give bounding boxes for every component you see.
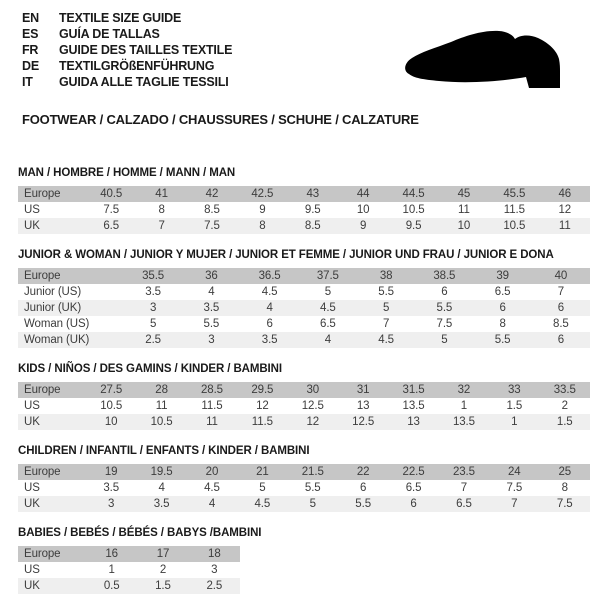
size-cell: 6 [410, 498, 417, 510]
size-cell: 11.5 [503, 204, 525, 216]
size-cell: 8.5 [553, 318, 569, 330]
row-label: UK [24, 580, 40, 592]
size-cell: 40.5 [100, 188, 123, 200]
section-title: JUNIOR & WOMAN / JUNIOR Y MUJER / JUNIOR ET FEMME / JUNIOR UND FRAU / JUNIOR E DONA [18, 249, 554, 261]
size-section-kids [18, 362, 590, 430]
size-cell: 2 [159, 564, 167, 576]
size-cell: 5 [382, 302, 390, 314]
size-cell: 46 [558, 188, 572, 200]
size-cell: 42 [205, 188, 219, 200]
size-cell: 5.5 [304, 482, 321, 494]
language-label: TEXTILGRÖßENFÜHRUNG [59, 59, 215, 73]
size-cell: 23.5 [452, 466, 475, 478]
size-cell: 4.5 [254, 498, 271, 510]
language-label: GUÍA DE TALLAS [59, 27, 160, 41]
size-tables [18, 166, 590, 600]
size-cell: 5 [259, 482, 266, 494]
table-row [18, 316, 590, 332]
size-cell: 7 [382, 318, 390, 330]
size-cell: 3.5 [145, 286, 161, 298]
size-cell: 35.5 [142, 270, 165, 282]
size-cell: 4 [158, 482, 165, 494]
size-cell: 40 [554, 270, 568, 282]
size-cell: 22.5 [402, 466, 425, 478]
size-cell: 12 [256, 400, 269, 412]
table-row [18, 186, 590, 202]
size-table-babies [18, 546, 240, 594]
size-cell: 33 [508, 384, 521, 396]
size-cell: 10 [457, 220, 471, 232]
size-cell: 10 [356, 204, 370, 216]
table-row [18, 464, 590, 480]
size-cell: 36 [205, 270, 218, 282]
size-cell: 6.5 [405, 482, 422, 494]
row-label: US [24, 482, 40, 494]
size-cell: 32 [457, 384, 471, 396]
size-cell: 11.5 [201, 400, 223, 412]
row-label: Woman (US) [24, 318, 90, 330]
table-row [18, 332, 590, 348]
language-code: EN [22, 11, 39, 25]
size-cell: 5.5 [203, 318, 220, 330]
size-cell: 31.5 [402, 384, 425, 396]
size-cell: 2.5 [145, 334, 161, 346]
table-row [18, 496, 590, 512]
table-row [18, 398, 590, 414]
table-row [18, 202, 590, 218]
table-row [18, 284, 590, 300]
table-row [18, 268, 590, 284]
language-row-de [22, 58, 232, 74]
language-label: GUIDE DES TAILLES TEXTILE [59, 43, 233, 57]
size-cell: 18 [208, 548, 221, 560]
row-label: Junior (US) [24, 286, 82, 298]
size-table-man [18, 186, 590, 234]
size-cell: 12.5 [352, 416, 375, 428]
size-section-babies [18, 526, 590, 594]
shoe-icon [399, 28, 577, 98]
size-cell: 1.5 [155, 580, 171, 592]
row-label: US [24, 204, 40, 216]
size-cell: 25 [558, 466, 572, 478]
size-cell: 20 [205, 466, 219, 478]
row-label: US [24, 564, 40, 576]
size-cell: 5 [149, 318, 157, 330]
language-row-fr [22, 42, 232, 58]
size-cell: 21 [256, 466, 269, 478]
language-list [22, 10, 232, 90]
size-cell: 10.5 [100, 400, 123, 412]
size-cell: 4 [324, 334, 332, 346]
size-cell: 6.5 [103, 220, 120, 232]
size-cell: 21.5 [301, 466, 324, 478]
size-cell: 4 [266, 302, 273, 314]
size-cell: 3.5 [103, 482, 120, 494]
section-title: KIDS / NIÑOS / DES GAMINS / KINDER / BAMBINI [18, 363, 282, 375]
size-cell: 6 [266, 318, 273, 330]
size-cell: 42.5 [251, 188, 274, 200]
size-cell: 11 [458, 204, 470, 216]
table-row [18, 546, 240, 562]
language-row-es [22, 26, 232, 42]
size-section-man [18, 166, 590, 234]
size-cell: 12.5 [301, 400, 324, 412]
size-cell: 1.5 [556, 416, 573, 428]
size-cell: 7.5 [204, 220, 220, 232]
size-cell: 33.5 [553, 384, 576, 396]
size-cell: 39 [496, 270, 509, 282]
size-cell: 6 [499, 302, 506, 314]
size-cell: 9 [259, 204, 266, 216]
size-cell: 5 [441, 334, 448, 346]
size-table-junior-woman [18, 268, 590, 348]
language-code: ES [22, 27, 39, 41]
size-cell: 29.5 [251, 384, 274, 396]
size-cell: 13 [356, 400, 370, 412]
size-cell: 11.5 [251, 416, 273, 428]
size-cell: 13.5 [402, 400, 425, 412]
table-row [18, 300, 590, 316]
size-cell: 9.5 [304, 204, 321, 216]
table-row [18, 414, 590, 430]
size-cell: 11 [155, 400, 168, 412]
size-cell: 13 [407, 416, 420, 428]
size-cell: 3.5 [261, 334, 278, 346]
row-label: Woman (UK) [24, 334, 90, 346]
table-row [18, 480, 590, 496]
size-cell: 7.5 [506, 482, 523, 494]
row-label: Europe [24, 548, 61, 560]
row-label: Junior (UK) [24, 302, 82, 314]
language-label: GUIDA ALLE TAGLIE TESSILI [59, 75, 229, 89]
table-row [18, 218, 590, 234]
size-cell: 6 [557, 302, 565, 314]
size-cell: 8 [499, 318, 506, 330]
size-cell: 7 [557, 286, 565, 298]
row-label: UK [24, 416, 40, 428]
table-row [18, 578, 240, 594]
size-cell: 6.5 [456, 498, 472, 510]
language-label: TEXTILE SIZE GUIDE [59, 11, 182, 25]
size-cell: 6 [441, 286, 448, 298]
size-cell: 1.5 [506, 400, 523, 412]
row-label: US [24, 400, 40, 412]
size-cell: 41 [155, 188, 168, 200]
size-cell: 28 [155, 384, 168, 396]
table-row [18, 382, 590, 398]
size-cell: 0.5 [103, 580, 120, 592]
size-cell: 9 [360, 220, 367, 232]
row-label: Europe [24, 384, 61, 396]
size-cell: 27.5 [100, 384, 123, 396]
language-row-en [22, 10, 232, 26]
size-cell: 4.5 [378, 334, 394, 346]
size-cell: 10.5 [402, 204, 425, 216]
section-title: BABIES / BEBÉS / BÉBÉS / BABYS /BAMBINI [18, 527, 262, 539]
size-cell: 44 [356, 188, 370, 200]
size-cell: 45 [457, 188, 471, 200]
size-cell: 3.5 [153, 498, 170, 510]
size-cell: 4 [208, 498, 216, 510]
size-cell: 31 [356, 384, 370, 396]
size-table-children [18, 464, 590, 512]
size-cell: 1 [108, 564, 115, 576]
size-cell: 5.5 [355, 498, 371, 510]
size-cell: 8 [259, 220, 266, 232]
size-cell: 4.5 [320, 302, 336, 314]
size-cell: 6.5 [320, 318, 336, 330]
language-code: IT [22, 75, 33, 89]
size-cell: 22 [356, 466, 370, 478]
size-cell: 11 [206, 416, 218, 428]
size-cell: 1 [511, 416, 518, 428]
size-cell: 10.5 [150, 416, 173, 428]
row-label: Europe [24, 270, 61, 282]
size-cell: 7.5 [103, 204, 120, 216]
row-label: Europe [24, 466, 61, 478]
size-cell: 17 [156, 548, 170, 560]
size-cell: 6.5 [494, 286, 511, 298]
size-cell: 38 [379, 270, 393, 282]
size-cell: 44.5 [402, 188, 425, 200]
size-cell: 7 [460, 482, 468, 494]
size-cell: 7.5 [556, 498, 573, 510]
size-cell: 2 [561, 400, 568, 412]
size-cell: 3 [208, 334, 215, 346]
size-cell: 7.5 [436, 318, 453, 330]
size-cell: 45.5 [503, 188, 526, 200]
size-cell: 6 [557, 334, 565, 346]
size-table-kids [18, 382, 590, 430]
size-cell: 24 [508, 466, 521, 478]
size-cell: 2.5 [206, 580, 223, 592]
size-cell: 13.5 [452, 416, 475, 428]
size-cell: 5.5 [494, 334, 511, 346]
row-label: Europe [24, 188, 61, 200]
size-cell: 7 [158, 220, 165, 232]
category-title: FOOTWEAR / CALZADO / CHAUSSURES / SCHUHE / CALZATURE [22, 112, 419, 127]
language-row-it [22, 74, 232, 90]
size-cell: 11 [558, 220, 571, 232]
size-cell: 36.5 [258, 270, 281, 282]
size-cell: 3 [108, 498, 115, 510]
size-cell: 1 [460, 400, 468, 412]
size-cell: 16 [105, 548, 118, 560]
size-cell: 8.5 [204, 204, 220, 216]
row-label: UK [24, 498, 40, 510]
size-cell: 3 [211, 564, 218, 576]
size-cell: 4.5 [204, 482, 220, 494]
size-cell: 4 [208, 286, 215, 298]
size-cell: 19.5 [150, 466, 173, 478]
row-label: UK [24, 220, 40, 232]
size-cell: 43 [306, 188, 320, 200]
size-cell: 3.5 [203, 302, 220, 314]
size-cell: 10.5 [503, 220, 526, 232]
size-cell: 9.5 [405, 220, 422, 232]
size-cell: 30 [306, 384, 320, 396]
size-cell: 8 [561, 482, 568, 494]
size-cell: 5 [309, 498, 316, 510]
size-cell: 5.5 [436, 302, 453, 314]
size-cell: 7 [511, 498, 518, 510]
size-cell: 10 [104, 416, 118, 428]
language-code: FR [22, 43, 39, 57]
size-cell: 4.5 [261, 286, 278, 298]
section-title: MAN / HOMBRE / HOMME / MANN / MAN [18, 167, 236, 179]
size-cell: 12 [306, 416, 320, 428]
size-cell: 37.5 [316, 270, 339, 282]
size-section-children [18, 444, 590, 512]
size-cell: 8 [158, 204, 165, 216]
size-cell: 8.5 [304, 220, 321, 232]
size-cell: 6 [360, 482, 367, 494]
size-cell: 3 [149, 302, 157, 314]
size-cell: 5.5 [378, 286, 394, 298]
section-title: CHILDREN / INFANTIL / ENFANTS / KINDER / BAMBINI [18, 445, 310, 457]
size-section-junior-woman [18, 248, 590, 348]
size-cell: 28.5 [200, 384, 223, 396]
size-cell: 12 [558, 204, 572, 216]
table-row [18, 562, 240, 578]
size-cell: 19 [104, 466, 118, 478]
language-code: DE [22, 59, 39, 73]
size-cell: 5 [324, 286, 332, 298]
size-cell: 38.5 [433, 270, 456, 282]
